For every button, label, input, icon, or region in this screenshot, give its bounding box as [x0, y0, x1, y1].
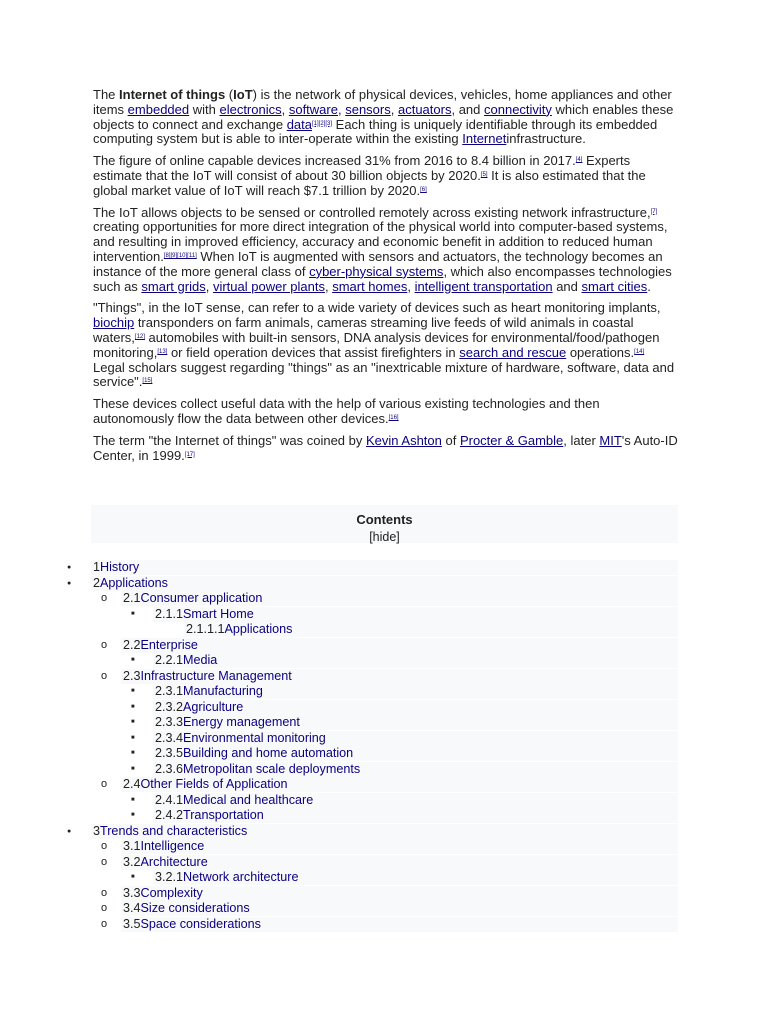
toc-entry-link[interactable]: Transportation — [183, 808, 264, 822]
toc-entry[interactable] — [101, 839, 678, 854]
toc-title: Contents — [356, 512, 413, 527]
toc-bullet-icon: ■ — [131, 735, 135, 741]
toc-header — [91, 505, 678, 543]
toc-entry-link[interactable]: Agriculture — [183, 700, 244, 714]
things-paragraph: "Things", in the IoT sense, can refer to a wide variety of devices such as heart monitoring implants, biochip transponders on farm animals, cameras streaming live feeds of wild animals in coastal waters,[12] automobiles with built-in sensors, DNA analysis devices for environmental/food/pathogen monitoring,[13] or field operation devices that assist firefighters in search and rescue operations.[14] Legal scholars suggest regarding "things" as an "inextricable mixture of hardware, software, data and service".[15] — [93, 300, 675, 390]
toc-entry-link[interactable]: Applications — [224, 622, 293, 636]
link-embedded[interactable]: embedded — [127, 101, 190, 117]
toc-entry-number: 2.3.4 — [155, 731, 184, 745]
toc-bullet-icon: o — [101, 670, 108, 682]
toc-bullet-icon: o — [101, 856, 108, 868]
toc-entry-number: 3.5 — [123, 917, 141, 931]
toc-entry[interactable] — [131, 684, 678, 699]
toc-entry[interactable] — [184, 622, 678, 637]
toc-entry[interactable] — [67, 560, 678, 575]
toc-entry-link[interactable]: Network architecture — [183, 870, 299, 884]
toc-entry-link[interactable]: Architecture — [140, 855, 208, 869]
toc-entry[interactable] — [101, 855, 678, 870]
toc-entry-link[interactable]: Trends and characteristics — [100, 824, 248, 838]
link-cyber-physical-systems[interactable]: cyber-physical systems — [309, 263, 444, 279]
link-smart-cities[interactable]: smart cities — [581, 278, 648, 294]
toc-entry-number: 2.3.2 — [155, 700, 184, 714]
toc-bullet-icon: o — [101, 639, 108, 651]
citation-link[interactable]: [13] — [157, 348, 168, 355]
toc-bullet-icon: ■ — [131, 704, 135, 710]
citation-link[interactable]: [7] — [650, 208, 658, 215]
citation-link[interactable]: [15] — [142, 378, 153, 385]
toc-bullet-icon: ■ — [131, 750, 135, 756]
toc-entry-number: 2.4.1 — [155, 793, 184, 807]
toc-bullet-icon: ■ — [131, 797, 135, 803]
toc-entry-link[interactable]: History — [100, 560, 140, 574]
link-smart-grids[interactable]: smart grids — [141, 278, 206, 294]
toc-entry-number: 3.3 — [123, 886, 141, 900]
toc-bullet-icon: ● — [67, 564, 72, 571]
toc-entry[interactable] — [131, 607, 678, 622]
link-search-and-rescue[interactable]: search and rescue — [459, 344, 567, 360]
toc-entry-link[interactable]: Size considerations — [140, 901, 250, 915]
toc-entry[interactable] — [131, 762, 678, 777]
toc-entry-number: 3.4 — [123, 901, 141, 915]
toc-entry[interactable] — [101, 638, 678, 653]
toc-entry-number: 2.1 — [123, 591, 141, 605]
link-data[interactable]: data — [286, 116, 313, 132]
intro-paragraph: The Internet of things (IoT) is the network of physical devices, vehicles, home appliances and other items embedded with electronics, software, sensors, actuators, and connectivity which enables these objects to connect and exchange data[1][2][3] Each thing is uniquely identifiable through its embedded computing system but is able to inter-operate within the existing Internetinfrastructure. — [93, 87, 674, 147]
link-sensors[interactable]: sensors — [345, 101, 391, 117]
toc-entry-number: 3 — [93, 824, 101, 838]
toc-entry-link[interactable]: Space considerations — [140, 917, 261, 931]
toc-entry[interactable] — [131, 653, 678, 668]
toc-entry[interactable] — [101, 669, 678, 684]
link-electronics[interactable]: electronics — [219, 101, 282, 117]
bold-term: Internet of things — [119, 87, 226, 102]
toc-entry-number: 3.2.1 — [155, 870, 184, 884]
toc-entry[interactable] — [131, 870, 678, 885]
toc-bullet-icon: o — [101, 887, 108, 899]
bold-term: IoT — [233, 87, 253, 102]
toc-entry-link[interactable]: Intelligence — [140, 839, 205, 853]
citation-link[interactable]: [5] — [480, 171, 488, 178]
citation-link[interactable]: [8][9][10][11] — [163, 252, 197, 259]
toc-entry[interactable] — [101, 917, 678, 932]
link-software[interactable]: software — [288, 101, 338, 117]
remote-sensing-paragraph: The IoT allows objects to be sensed or controlled remotely across existing network infrastructure,[7] creating opportunities for more direct integration of the physical world into computer-based systems, and resulting in improved efficiency, accuracy and economic benefit in addition to reduced human intervention.[8][9][10][11] When IoT is augmented with sensors and actuators, the technology becomes an instance of the more general class of cyber-physical systems, which also encompasses technologies such as smart grids, virtual power plants, smart homes, intelligent transportation and smart cities. — [93, 204, 672, 294]
toc-entry[interactable] — [101, 777, 678, 792]
toc-bullet-icon: ■ — [131, 719, 135, 725]
toc-bullet-icon: ■ — [131, 874, 135, 880]
toc-entry[interactable] — [131, 746, 678, 761]
toc-entry-number: 2.2 — [123, 638, 141, 652]
citation-link[interactable]: [12] — [134, 333, 145, 340]
toc-entry[interactable] — [67, 824, 678, 839]
toc-bullet-icon: o — [101, 918, 108, 930]
toc-bullet-icon: ● — [67, 828, 72, 835]
toc-hide-toggle[interactable]: [hide] — [369, 530, 400, 544]
toc-entry-link[interactable]: Metropolitan scale deployments — [183, 762, 361, 776]
toc-entry-link[interactable]: Other Fields of Application — [140, 777, 288, 791]
toc-entry-number: 2.3.6 — [155, 762, 184, 776]
toc-entry-number: 2.1.1 — [155, 607, 184, 621]
toc-entry[interactable] — [101, 901, 678, 916]
link-intelligent-transportation[interactable]: intelligent transportation — [414, 278, 553, 294]
link-kevin-ashton[interactable]: Kevin Ashton — [365, 432, 442, 448]
citation-link[interactable]: [17] — [184, 451, 195, 458]
toc-entry[interactable] — [131, 793, 678, 808]
toc-bullet-icon: ■ — [131, 812, 135, 818]
toc-entry[interactable] — [131, 808, 678, 823]
citation-link[interactable]: [4] — [575, 157, 583, 164]
toc-entry-number: 2.3.5 — [155, 746, 184, 760]
toc-entry-link[interactable]: Building and home automation — [183, 746, 354, 760]
link-smart-homes[interactable]: smart homes — [332, 278, 408, 294]
toc-entry-number: 3.2 — [123, 855, 141, 869]
link-mit[interactable]: MIT — [599, 432, 622, 448]
toc-entry[interactable] — [67, 576, 678, 591]
toc-entry[interactable] — [131, 715, 678, 730]
toc-entry-link[interactable]: Complexity — [140, 886, 203, 900]
toc-entry-number: 3.1 — [123, 839, 141, 853]
toc-entry-number: 2.3.1 — [155, 684, 184, 698]
citation-link[interactable]: [14] — [634, 348, 645, 355]
link-connectivity[interactable]: connectivity — [484, 101, 552, 117]
toc-entry-number: 2.3 — [123, 669, 141, 683]
toc-entry-link[interactable]: Medical and healthcare — [183, 793, 314, 807]
citation-link[interactable]: [6] — [420, 186, 427, 193]
toc-entry-link[interactable]: Infrastructure Management — [140, 669, 292, 683]
toc-entry-number: 2 — [93, 576, 101, 590]
article-body — [93, 88, 678, 470]
toc-entry-link[interactable]: Smart Home — [183, 607, 254, 621]
citation-link[interactable]: [1][2][3] — [312, 120, 333, 127]
toc-entry-link[interactable]: Environmental monitoring — [183, 731, 326, 745]
citation-link[interactable]: [16] — [388, 414, 399, 421]
toc-bullet-icon: o — [101, 778, 108, 790]
toc-bullet-icon: ■ — [131, 688, 135, 694]
toc-entry[interactable] — [131, 731, 678, 746]
toc-bullet-icon: o — [101, 840, 108, 852]
link-biochip[interactable]: biochip — [93, 315, 135, 331]
toc-entry[interactable] — [101, 886, 678, 901]
toc-entry-link[interactable]: Energy management — [183, 715, 300, 729]
toc-bullet-icon: ■ — [131, 657, 135, 663]
toc-entry-number: 2.4.2 — [155, 808, 184, 822]
toc-bullet-icon: o — [101, 592, 108, 604]
link-internet[interactable]: Internet — [462, 131, 507, 147]
toc-bullet-icon: ■ — [131, 766, 135, 772]
link-virtual-power-plants[interactable]: virtual power plants — [212, 278, 325, 294]
toc-entry-link[interactable]: Applications — [100, 576, 168, 590]
toc-entry[interactable] — [101, 591, 678, 606]
toc-entry-link[interactable]: Media — [183, 653, 218, 667]
toc-entry-number: 2.3.3 — [155, 715, 184, 729]
toc-entry-number: 1 — [93, 560, 101, 574]
growth-paragraph: The figure of online capable devices increased 31% from 2016 to 8.4 billion in 2017.[4] Experts estimate that the IoT will consist of about 30 billion objects by 2020.[5] It is also estimated that the global market value of IoT will reach $7.1 trillion by 2020.[6] — [93, 153, 646, 198]
toc-entry-link[interactable]: Manufacturing — [183, 684, 263, 698]
toc-entry[interactable] — [131, 700, 678, 715]
data-flow-paragraph: These devices collect useful data with the help of various existing technologies and then autonomously flow the data between other devices.[16] — [93, 396, 600, 426]
toc-bullet-icon: ● — [67, 580, 72, 587]
toc-entry-number: 2.1.1.1 — [186, 622, 225, 636]
link-procter-gamble[interactable]: Procter & Gamble — [459, 432, 564, 448]
link-actuators[interactable]: actuators — [397, 101, 452, 117]
toc-bullet-icon: ■ — [131, 611, 135, 617]
toc-bullet-icon: o — [101, 902, 108, 914]
toc-entry-link[interactable]: Consumer application — [140, 591, 263, 605]
toc-entry-link[interactable]: Enterprise — [140, 638, 198, 652]
toc-entry-number: 2.2.1 — [155, 653, 184, 667]
origin-paragraph: The term "the Internet of things" was coined by Kevin Ashton of Procter & Gamble, later MIT's Auto-ID Center, in 1999.[17] — [93, 432, 678, 463]
toc-entry-number: 2.4 — [123, 777, 141, 791]
